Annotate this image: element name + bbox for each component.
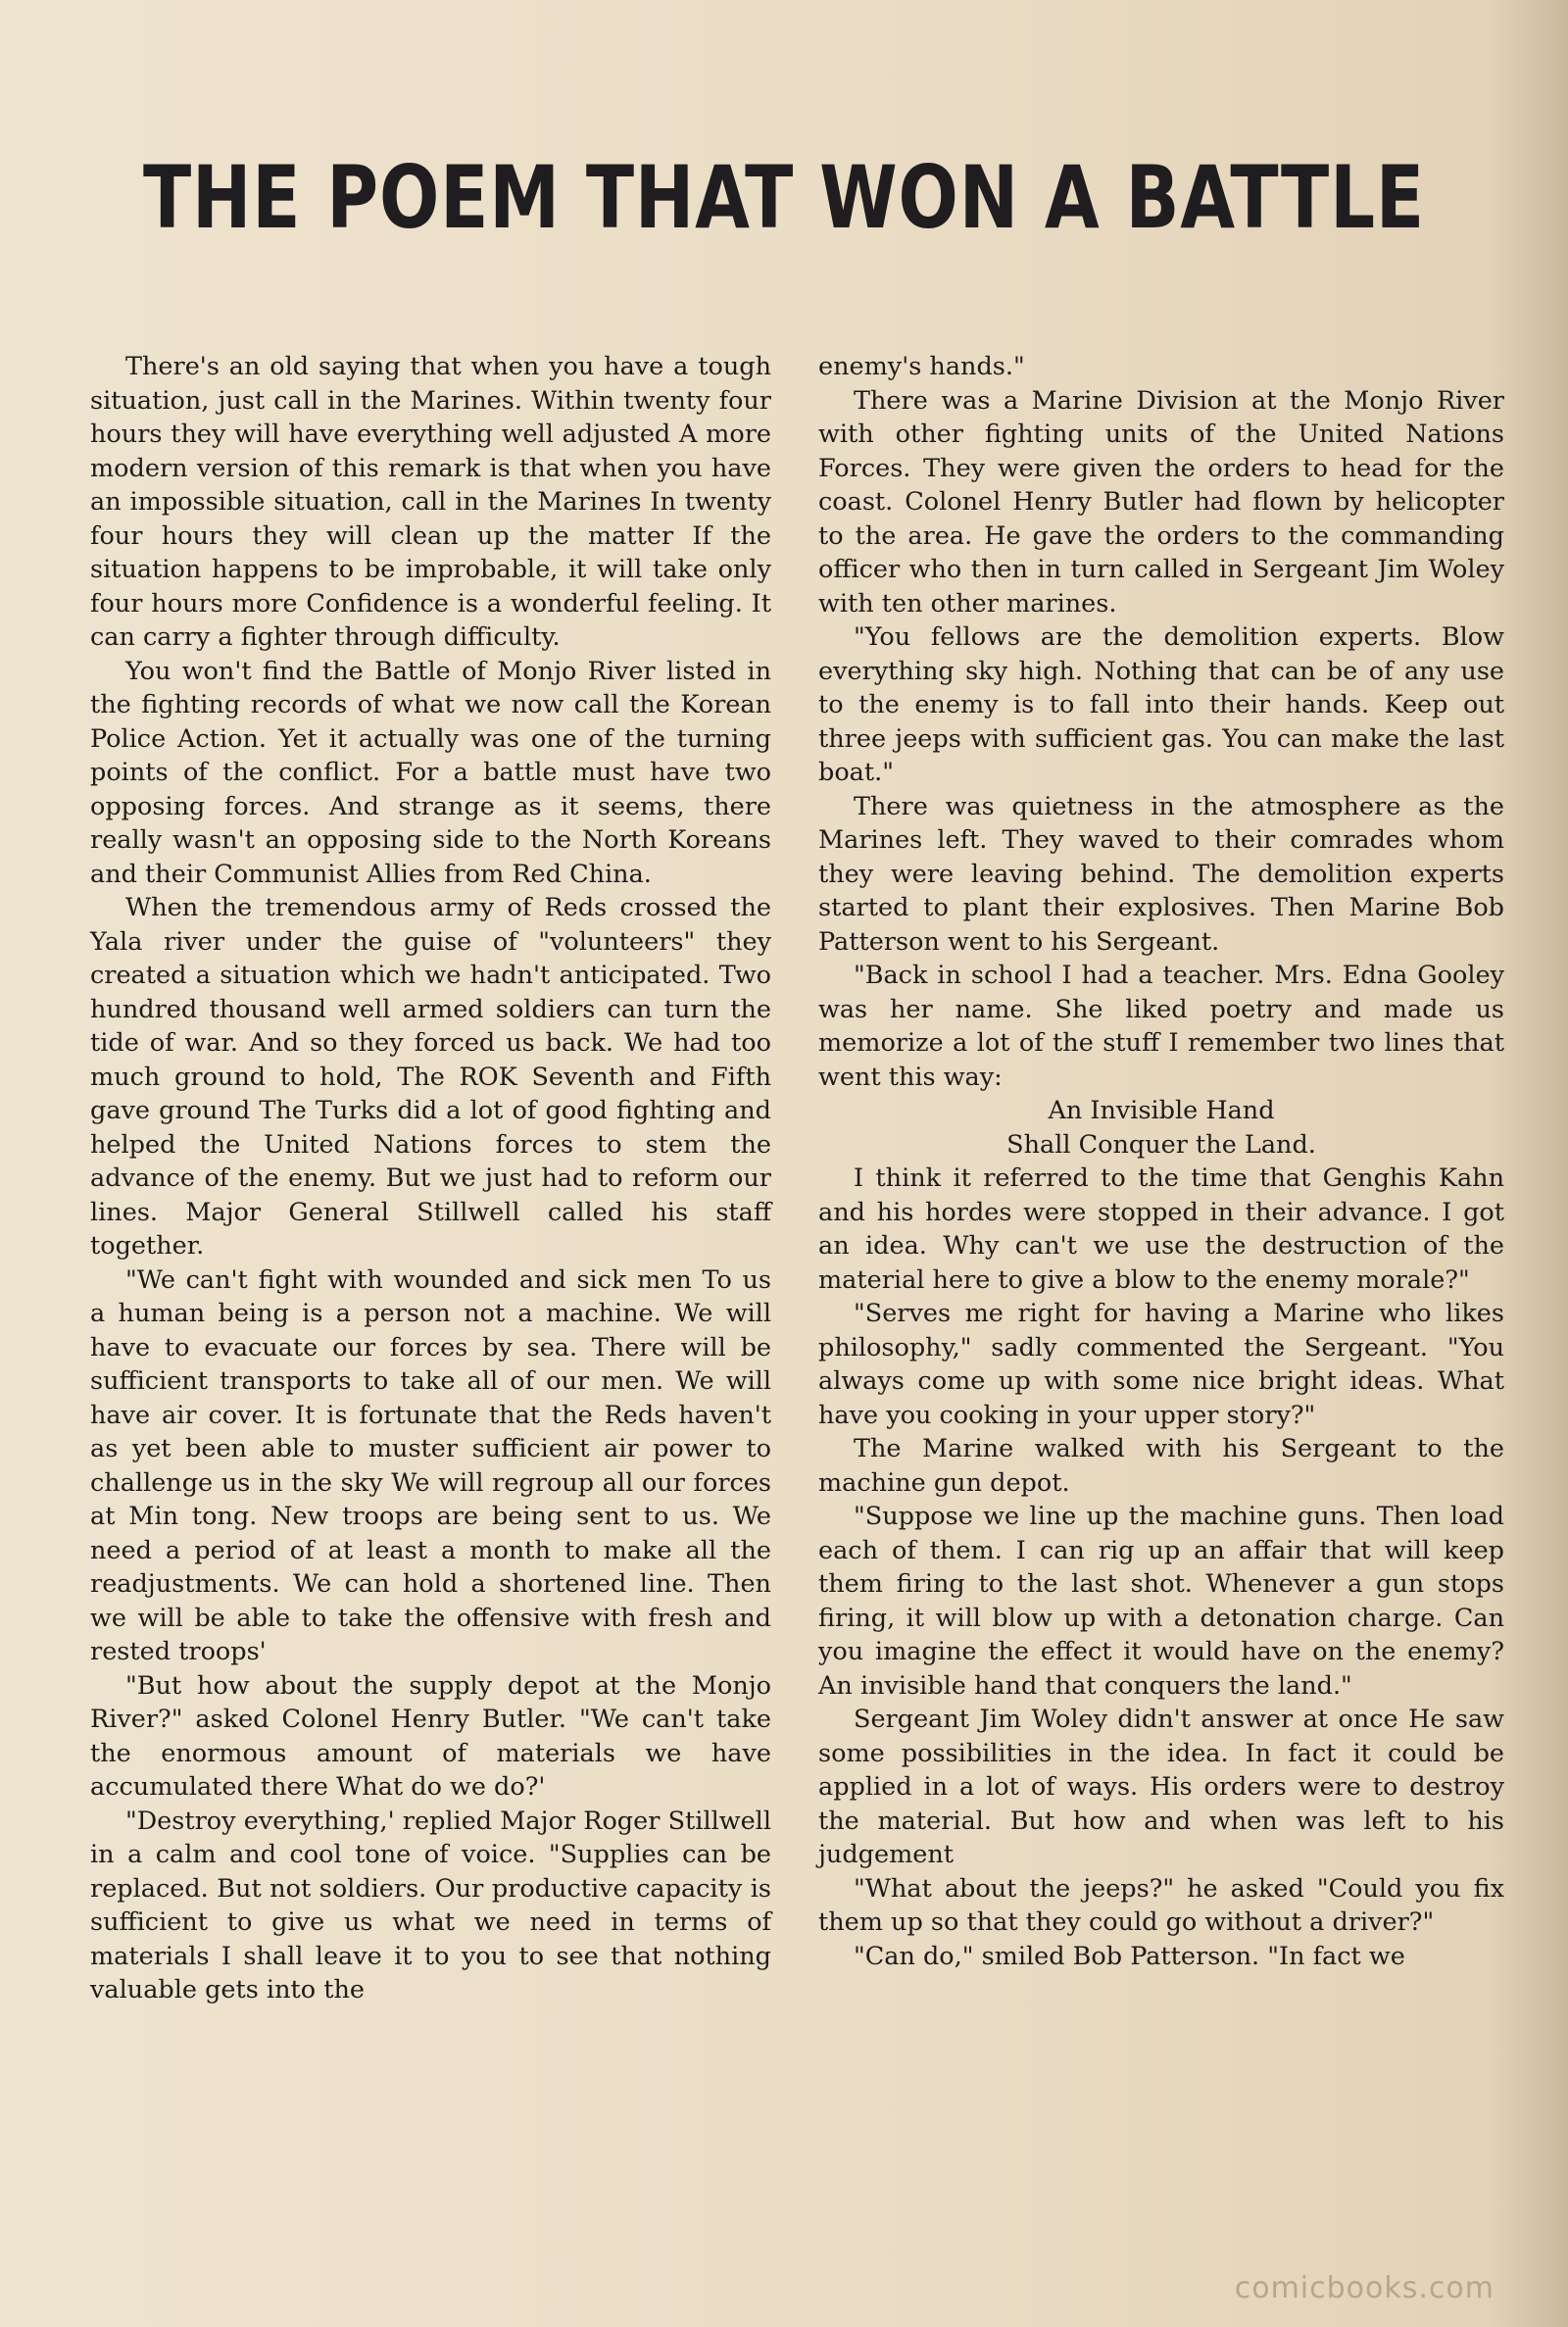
paragraph: There's an old saying that when you have a tough situation, just call in the Marines. Within twenty four hours they will have everything well adjusted A more modern version of this remark is that when you have an impossible situation, call in the Marines In twenty four hours they will clean up the matter If the situation happens to be improbable, it will take only four hours more Confidence is a wonderful feeling. It can carry a fighter through difficulty. (90, 352, 771, 652)
poem-line: Shall Conquer the Land. (1006, 1129, 1316, 1160)
paragraph: I think it referred to the time that Genghis Kahn and his hordes were stopped in their advance. I got an idea. Why can't we use the destruction of the material here to give a blow to the enemy morale?" (818, 1164, 1504, 1295)
source-watermark: comicbooks.com (1234, 2271, 1494, 2305)
paragraph-continuation: enemy's hands." (818, 352, 1025, 381)
paragraph: "Serves me right for having a Marine who likes philosophy," sadly commented the Sergeant. "You always come up with some nice bright ideas. What have you cooking in your upper story?" (818, 1299, 1504, 1430)
article-title: THE POEM THAT WON A BATTLE (142, 147, 1426, 248)
paragraph: "But how about the supply depot at the Monjo River?" asked Colonel Henry Butler. "We can't take the enormous amount of materials we have accumulated there What do we do?' (90, 1670, 771, 1802)
paragraph: The Marine walked with his Sergeant to the machine gun depot. (818, 1434, 1504, 1498)
paragraph: "Suppose we line up the machine guns. Then load each of them. I can rig up an affair that will keep them firing to the last shot. Whenever a gun stops firing, it will blow up with a detonation charge. Can you imagine the effect it would have on the enemy? An invisible hand that conquers the land." (818, 1502, 1504, 1701)
paragraph: You won't find the Battle of Monjo River listed in the fighting records of what we now call the Korean Police Action. Yet it actually was one of the turning points of the conflict. For a battle must have two opposing forces. And strange as it seems, there really wasn't an opposing side to the North Koreans and their Communist Allies from Red China. (90, 656, 771, 889)
paragraph: Sergeant Jim Woley didn't answer at once He saw some possibilities in the idea. In fact it could be applied in a lot of ways. His orders were to destroy the material. But how and when was left to his judgement (818, 1705, 1504, 1869)
paragraph: "You fellows are the demolition experts. Blow everything sky high. Nothing that can be of any use to the enemy is to fall into their hands. Keep out three jeeps with sufficient gas. You can make the last boat." (818, 622, 1504, 787)
paragraph: "Can do," smiled Bob Patterson. "In fact we (854, 1941, 1405, 1971)
poem-line: An Invisible Hand (1048, 1096, 1275, 1125)
paragraph: "Destroy everything,' replied Major Roger Stillwell in a calm and cool tone of voice. "Supplies can be replaced. But not soldiers. Our productive capacity is sufficient to give us what we need in terms of materials I shall leave it to you to see that nothing valuable gets into the (90, 1806, 771, 2005)
paragraph: When the tremendous army of Reds crossed the Yala river under the guise of "volunteers" they created a situation which we hadn't anticipated. Two hundred thousand well armed soldiers can turn the tide of war. And so they forced us back. We had too much ground to hold, The ROK Seventh and Fifth gave ground The Turks did a lot of good fighting and helped the United Nations forces to stem the advance of the enemy. But we just had to reform our lines. Major General Stillwell called his staff together. (90, 893, 771, 1261)
paragraph: "We can't fight with wounded and sick men To us a human being is a person not a machine. We will have to evacuate our forces by sea. There will be sufficient transports to take all of our men. We will have air cover. It is fortunate that the Reds haven't as yet been able to muster sufficient air power to challenge us in the sky We will regroup all our forces at Min tong. New troops are being sent to us. We need a period of at least a month to make all the readjustments. We can hold a shortened line. Then we will be able to take the offensive with fresh and rested troops' (90, 1264, 771, 1666)
right-text-column (818, 350, 1504, 1973)
paragraph: There was quietness in the atmosphere as the Marines left. They waved to their comrades whom they were leaving behind. The demolition experts started to plant their explosives. Then Marine Bob Patterson went to his Sergeant. (818, 791, 1504, 957)
paragraph: There was a Marine Division at the Monjo River with other fighting units of the United Nations Forces. They were given the orders to head for the coast. Colonel Henry Butler had flown by helicopter to the area. He gave the orders to the commanding officer who then in turn called in Sergeant Jim Woley with ten other marines. (818, 385, 1504, 619)
paragraph: "Back in school I had a teacher. Mrs. Edna Gooley was her name. She liked poetry and made us memorize a lot of the stuff I remember two lines that went this way: (818, 961, 1504, 1092)
paragraph: "What about the jeeps?" he asked "Could you fix them up so that they could go without a driver?" (818, 1873, 1504, 1937)
left-text-column (90, 350, 771, 2007)
